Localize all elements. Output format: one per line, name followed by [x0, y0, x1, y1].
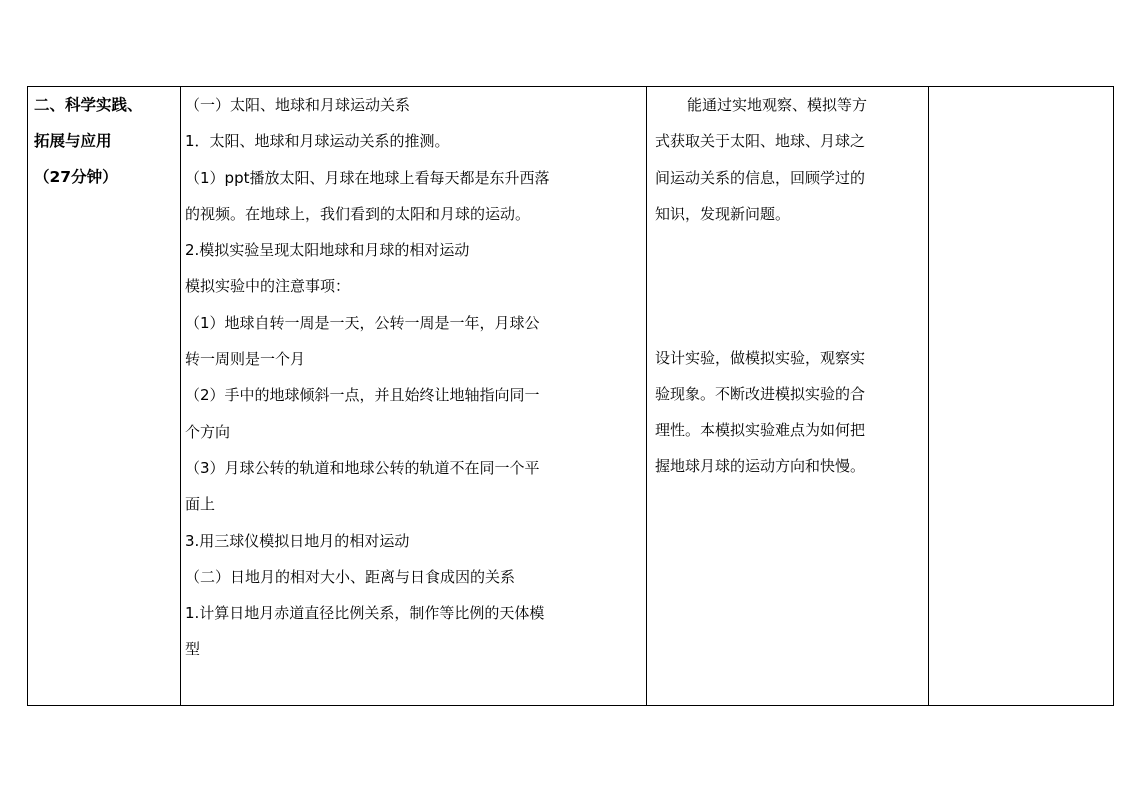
activity-line: （2）手中的地球倾斜一点，并且始终让地轴指向同一 [185, 386, 540, 405]
activity-line: （3）月球公转的轨道和地球公转的轨道不在同一个平 [185, 458, 540, 477]
activity-text [181, 87, 646, 668]
activity-line: 2.模拟实验呈现太阳地球和月球的相对运动 [185, 241, 470, 260]
activity-line: （二）日地月的相对大小、距离与日食成因的关系 [185, 567, 516, 586]
intent-line: 握地球月球的运动方向和快慢。 [655, 457, 866, 476]
intent-line: 验现象。不断改进模拟实验的合 [655, 385, 866, 404]
intent-text-top [647, 87, 928, 232]
activity-line: （1）地球自转一周是一天，公转一周是一年，月球公 [185, 313, 540, 332]
intent-line: 能通过实地观察、模拟等方 [687, 96, 868, 114]
activity-line: （一）太阳、地球和月球运动关系 [185, 96, 411, 114]
intent-line: 知识，发现新问题。 [655, 204, 791, 223]
intent-text-bottom [647, 340, 928, 484]
activity-line: 型 [185, 640, 201, 659]
activity-cell [181, 87, 647, 706]
activity-line: 的视频。在地球上，我们看到的太阳和月球的运动。 [185, 204, 531, 223]
intent-line: 间运动关系的信息，回顾学过的 [655, 168, 866, 187]
activity-line: 转一周则是一个月 [185, 350, 306, 369]
intent-spacer [647, 232, 928, 340]
lesson-plan-table [27, 86, 1114, 706]
stage-title-line: 拓展与应用 [34, 132, 112, 150]
intent-line: 设计实验，做模拟实验，观察实 [655, 349, 866, 368]
activity-line: 个方向 [185, 422, 231, 441]
stage-cell [28, 87, 181, 706]
activity-line: （1）ppt播放太阳、月球在地球上看每天都是东升西落 [185, 168, 550, 187]
intent-line: 式获取关于太阳、地球、月球之 [655, 132, 866, 151]
activity-line: 面上 [185, 495, 216, 514]
stage-title-line: （27分钟） [34, 168, 118, 186]
intent-line: 理性。本模拟实验难点为如何把 [655, 421, 866, 440]
table-row [28, 87, 1114, 706]
activity-line: 1．太阳、地球和月球运动关系的推测。 [185, 132, 450, 151]
activity-line: 3.用三球仪模拟日地月的相对运动 [185, 531, 410, 550]
stage-title-line: 二、科学实践、 [34, 96, 143, 114]
notes-cell [929, 87, 1114, 706]
activity-line: 1.计算日地月赤道直径比例关系，制作等比例的天体模 [185, 604, 545, 623]
intent-cell [647, 87, 929, 706]
activity-line: 模拟实验中的注意事项： [185, 277, 351, 296]
